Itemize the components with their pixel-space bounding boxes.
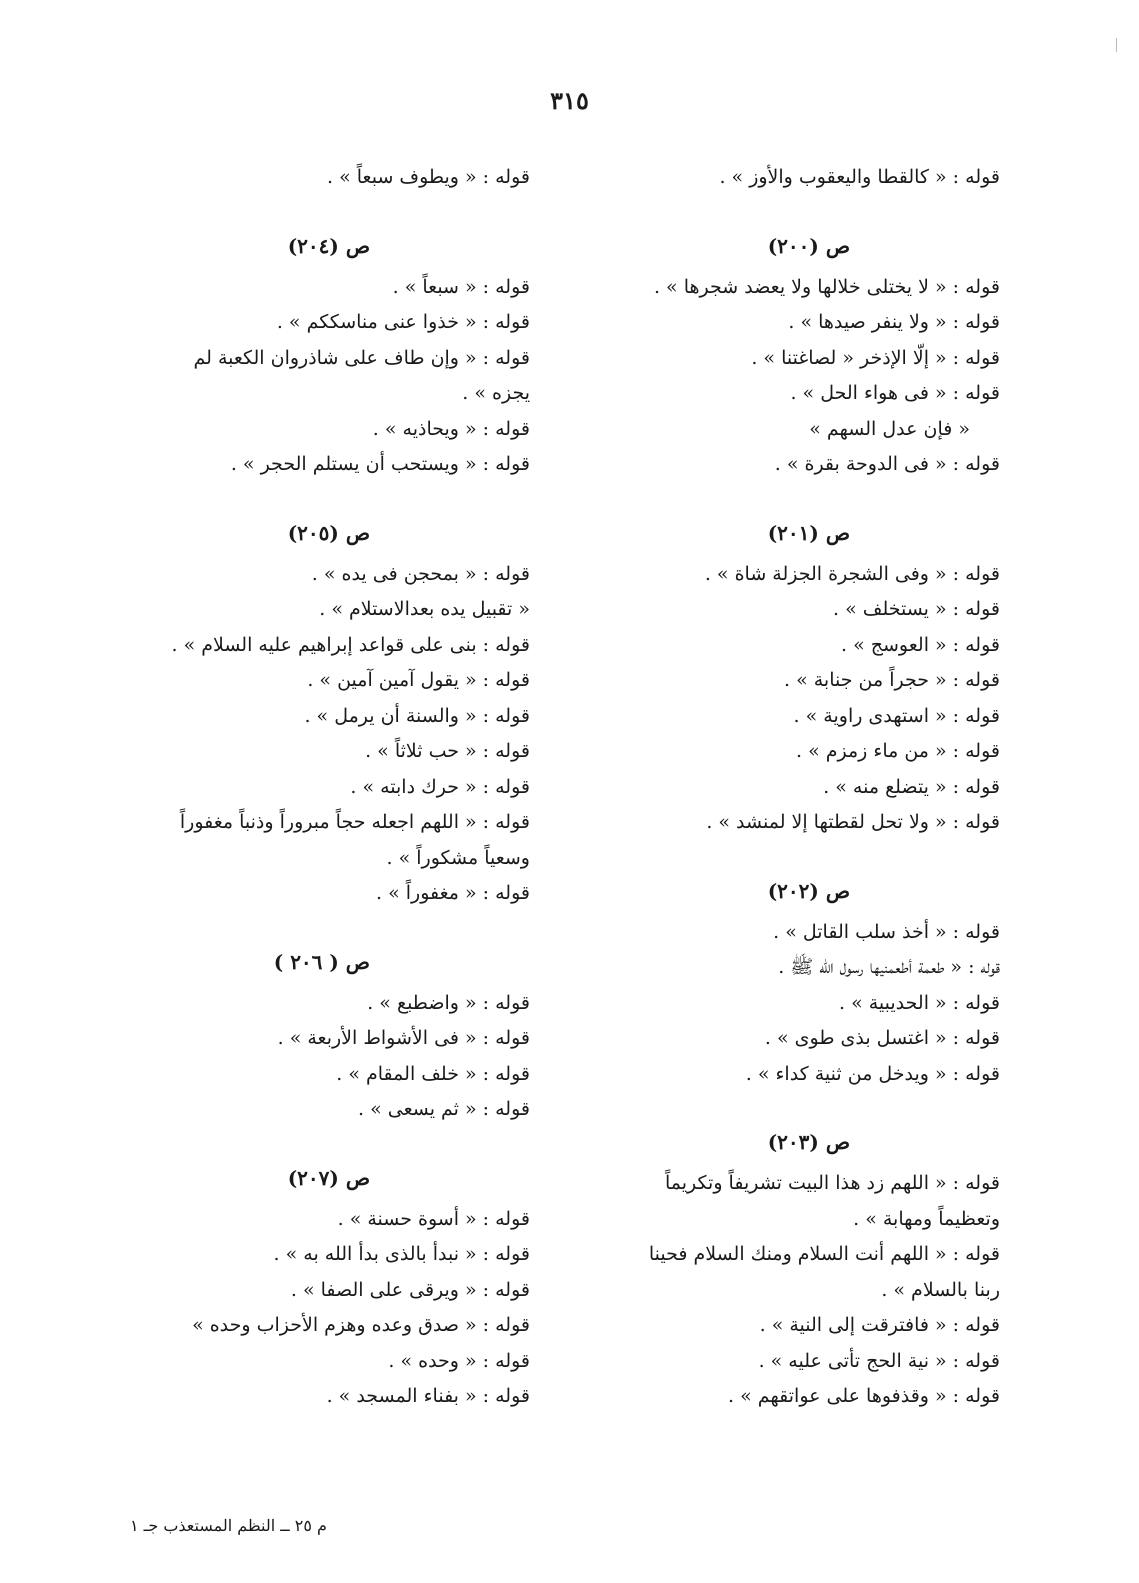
entry-line: قوله : « ولا تحل لقطتها إلا لمنشد » . (706, 811, 1000, 833)
entry-line: قوله : « حجراً من جنابة » . (784, 669, 1000, 691)
entry-line: قوله : « اغتسل بذى طوى » . (764, 1027, 1000, 1049)
entry-line: قوله : « من ماء زمزم » . (796, 740, 1000, 762)
entry-line: قوله : « فى الأشواط الأربعة » . (277, 1027, 530, 1049)
entry-line: قوله : « والسنة أن يرمل » . (304, 704, 530, 727)
entry-line: قوله : « يستخلف » . (833, 598, 1000, 620)
entry-line: قوله : « ويدخل من ثنية كداء » . (745, 1062, 1000, 1085)
entry-line: قوله : « فافترقت إلى النية » . (759, 1314, 1000, 1336)
entry-line: قوله : « وإن طاف على شاذروان الكعبة لم (193, 346, 530, 369)
entry-line: قوله : « اللهم زد هذا البيت تشريفاً وتكريماً (665, 1172, 1000, 1194)
section-heading: ص (٢٠٣) (767, 1130, 850, 1154)
entry-line: قوله : « لا يختلى خلالها ولا يعضد شجرها » . (653, 275, 1000, 298)
page-footer: م ٢٥ ــ النظم المستعذب جـ ١ (130, 1516, 327, 1535)
section-heading: ص (٢٠٤) (287, 233, 370, 258)
entry-line: قوله : « ويحاذيه » . (372, 417, 530, 440)
entry-line: قوله : « صدق وعده وهزم الأحزاب وحده » (192, 1314, 530, 1336)
page-number: ٣١٥ (550, 86, 589, 115)
entry-line: قوله : « نبدأ بالذى بدأ الله به » . (273, 1243, 530, 1265)
entry-line: قوله : « بمحجن فى يده » . (311, 562, 530, 585)
entry-line: قوله : « طعمة أطعمنيها رسول الله ﷺ . (778, 956, 1000, 978)
entry-line: قوله : « ويرقى على الصفا » . (290, 1278, 530, 1301)
entry-line: وتعظيماً ومهابة » . (853, 1207, 1000, 1230)
entry-line: « فإن عدل السهم » (809, 417, 970, 440)
entry-line: قوله : « فى هواء الحل » . (790, 382, 1000, 404)
entry-line: ربنا بالسلام » . (881, 1278, 1000, 1301)
entry-line: قوله : « نية الحج تأتى عليه » . (758, 1349, 1000, 1372)
margin-mark (1116, 38, 1117, 52)
entry-line: قوله : « واضطبع » . (367, 991, 530, 1014)
section-heading: ص (٢٠٠) (767, 233, 850, 258)
section-heading: ص (٢٠٥) (287, 520, 370, 545)
section-heading: ص (٢٠٢) (767, 878, 850, 903)
entry-line: قوله : « ولا ينفر صيدها » . (788, 311, 1000, 333)
entry-line: قوله : « سبعاً » . (392, 275, 530, 298)
entry-line: قوله : « اللهم اجعله حجاً مبروراً وذنباً مغفوراً (179, 811, 530, 833)
entry-line: قوله : « وقذفوها على عواتقهم » . (728, 1385, 1000, 1407)
left-column (110, 160, 530, 1415)
entry-line: قوله : « ويستحب أن يستلم الحجر » . (230, 453, 530, 475)
entry-line: قوله : بنى على قواعد إبراهيم عليه السلام » . (171, 633, 530, 656)
section-heading: ص (٢٠١) (767, 520, 850, 545)
entry-line: قوله : « وفى الشجرة الجزلة شاة » . (704, 562, 1000, 585)
entry-line: قوله : « الحديبية » . (838, 991, 1000, 1014)
entry-line: قوله : « أخذ سلب القاتل » . (773, 920, 1000, 943)
entry-line: قوله : « اللهم أنت السلام ومنك السلام فحينا (648, 1243, 1000, 1265)
entry-line: قوله : « خذوا عنى مناسككم » . (276, 311, 530, 333)
entry-line: قوله : « ويطوف سبعاً » . (327, 166, 530, 188)
entry-line: وسعياً مشكوراً » . (386, 846, 530, 869)
entry-line: قوله : « خلف المقام » . (336, 1062, 530, 1085)
entry-line: قوله : « أسوة حسنة » . (337, 1207, 530, 1230)
right-column (580, 160, 1000, 1415)
entry-line: قوله : « وحده » . (388, 1349, 530, 1372)
entry-line: قوله : « استهدى راوية » . (793, 704, 1000, 727)
section-heading: ص (٢٠٧) (287, 1165, 370, 1190)
entry-line: قوله : « يتضلع منه » . (823, 775, 1000, 798)
entry-line: يجزه » . (462, 382, 530, 404)
section-heading: ص ( ٢٠٦ ) (273, 949, 370, 974)
entry-line: قوله : « كالقطا واليعقوب والأوز » . (719, 166, 1000, 188)
entry-line: قوله : « إلّا الإذخر « لصاغتنا » . (751, 346, 1000, 369)
entry-line: قوله : « مغفوراً » . (376, 882, 530, 904)
entry-line: « تقبيل يده بعدالاستلام » . (319, 598, 530, 620)
entry-line: قوله : « فى الدوحة بقرة » . (774, 453, 1000, 475)
entry-line: قوله : « يقول آمين آمين » . (307, 669, 530, 691)
entry-line: قوله : « ثم يسعى » . (358, 1098, 530, 1120)
entry-line: قوله : « العوسج » . (841, 633, 1000, 656)
entry-line: قوله : « بفناء المسجد » . (326, 1385, 530, 1407)
entry-line: قوله : « حرك دابته » . (350, 775, 530, 798)
entry-line: قوله : « حب ثلاثاً » . (365, 740, 530, 762)
